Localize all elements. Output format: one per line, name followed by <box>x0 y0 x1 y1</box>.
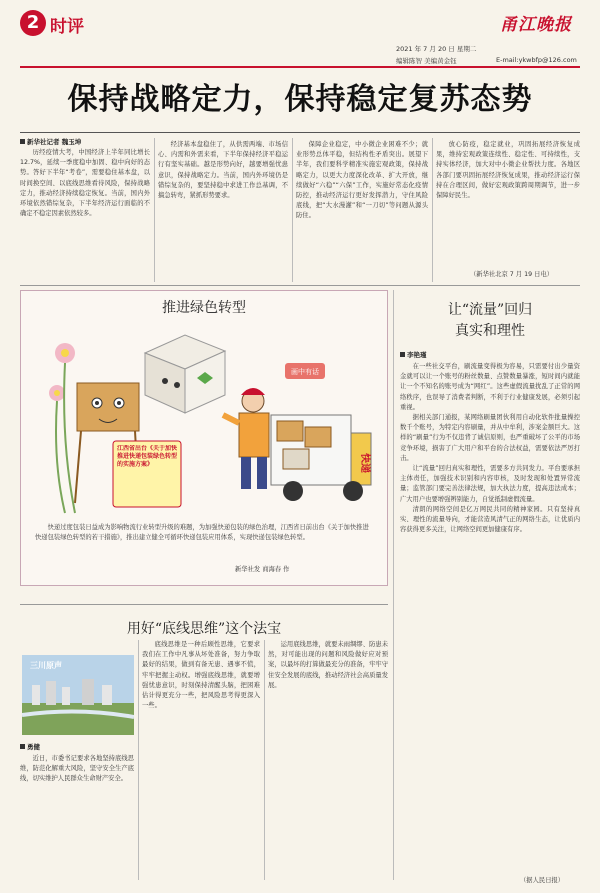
flow-byline: 李艳瑾 <box>400 350 427 359</box>
column-divider <box>264 640 265 880</box>
section-rule <box>20 285 580 286</box>
lead-column-2: 经济基本盘稳住了，从供需两端、市场信心、内需和外需来看，下半年保持经济平稳运行有坚实基础。越是形势向好，越要增强忧患意识，保持战略定力。当前，国内外环境仍是错综复杂的，要坚持稳中求进工作总基调，不搞急转弯，紧抓形势要求。 <box>158 141 288 200</box>
flower-icon <box>49 343 75 401</box>
courier-figure-icon <box>223 388 269 489</box>
green-credit: 新华社发 商海春 作 <box>235 566 290 573</box>
column-divider <box>393 290 394 880</box>
masthead-logo: 甬江晚报 <box>500 15 572 35</box>
cartoon-illustration <box>35 323 373 517</box>
truck-label: 快递 <box>359 453 370 473</box>
flow-credit: （据人民日报） <box>520 877 565 884</box>
headline: 保持战略定力，保持稳定复苏态势 <box>67 82 533 117</box>
bottom-column-2: 底线思维是一种后顾性思维，它要求我们在工作中凡事从坏处准备，努力争取最好的结果，做到有备无患、遇事不慌，牢牢把握主动权。增强底线思维，就要增强忧患意识，时刻保持清醒头脑，把困难估计得更充分一些，把风险思考得更深入一些。 <box>142 641 260 710</box>
package-icon <box>145 335 225 413</box>
byline-square-icon <box>20 744 25 749</box>
byline-square-icon <box>400 352 405 357</box>
column-divider <box>138 640 139 880</box>
photo-caption: 三川原声 <box>30 660 62 670</box>
green-title: 推进绿色转型 <box>162 300 246 316</box>
page-number-badge: 2 <box>20 10 46 36</box>
lead-byline: 新华社记者 魏玉坤 <box>20 137 81 146</box>
lead-column-1: 历经疫情大考，中国经济上半年同比增长 12.7%，延续一季度稳中加固、稳中向好的态势。答好下半年“考卷”，需要稳住基本盘，以时间换空间、以底线思维看待风险，保持战略定力，推动经济持续稳定恢复。当前，国内外环境依然错综复杂，下半年经济运行面临的不确定不稳定因素依然较多。 <box>20 149 150 218</box>
column-divider <box>154 138 155 282</box>
bottom-column-3: 运用底线思维，就要未雨绸缪、防患未然，对可能出现的问题和风险做好应对预案，以最坏的打算做最充分的准备，牢牢守住安全发展的底线，推动经济社会高质量发展。 <box>268 641 388 689</box>
flow-body: 在一些社交平台，刷流量变得极为容易，只需要付出少量资金就可以让一个账号的粉丝数量、点赞数量暴涨，短时间内就能让一个不知名的账号成为“网红”。这些虚假流量扰乱了正常的网络秩序，也误导了消费者判断，不利于行业健康发展，必须引起重视。 据相关部门通报，某网络刷量团伙利用自动化软件批量操控数千个账号，为特定内容刷量，并从中牟利，涉案金额巨大。这样的“刷量”行为不仅违背了诚信原则，也严重破坏了公平的市场竞争环境，损害了广大用户和平台的合法权益，需要依法严厉打击。 让“流量”回归真实和理性，需要多方共同发力。平台要承担主体责任，加强技术识别和内容审核，及时发现和处置异常流量；监管部门要完善法律法规，加大执法力度，提高违法成本；广大用户也要增强辨别能力，自觉抵制虚假流量。 清朗的网络空间是亿万网民共同的精神家园。只有坚持真实、理性的流量导向，才能营造风清气正的网络生态，让优质内容获得更多关注，让网络空间更加健康有序。 <box>400 363 580 534</box>
column-divider <box>432 138 433 282</box>
bottom-title: 用好“底线思维”这个法宝 <box>126 621 282 637</box>
bottom-column-1: 近日，市委书记要求各地坚持底线思维，防范化解重大风险，坚守安全生产底线，切实维护人民群众生命财产安全。 <box>20 755 134 783</box>
sign-text: 江西省出台《关于加快推进快递包装绿色转型的实施方案》 <box>117 445 177 468</box>
section-label: 时评 <box>50 17 84 37</box>
lead-column-3: 保障企业稳定，中小微企业困难不少；就业形势总体平稳，但结构性矛盾突出。展望下半年，我们要科学精准实施宏观政策，保持战略定力，以更大力度深化改革、扩大开放，继续做好“六稳”“六保”工作，实施好常态化疫情防控，推动经济运行更好发挥潜力，守住风险底线，把“大水漫灌”和“一刀切”等问题从源头防住。 <box>296 141 428 220</box>
delivery-truck-icon <box>271 415 371 501</box>
green-caption: 快递过度包装日益成为影响物流行业转型升级的难题，为加强快递包装的绿色治理，江西省日前出台《关于加快推进快递包装绿色转型的若干措施》，推出建立健全可循环快递包装应用体系，实现快递包装绿色转型。 <box>35 524 369 541</box>
byline-square-icon <box>20 139 25 144</box>
bottom-byline: 勇健 <box>20 742 40 751</box>
column-divider <box>292 138 293 282</box>
date-line: 2021 年 7 月 20 日 星期二 <box>396 45 477 53</box>
editors-line: 编辑陈智 美编黄金钰 <box>396 57 457 65</box>
lead-dateline: （新华社北京 7 月 19 日电） <box>470 271 553 278</box>
section-rule <box>20 604 388 605</box>
flow-title: 让“流量”回归 真实和理性 <box>447 302 533 339</box>
lead-column-4: 放心防疫，稳定就业，巩固拓展经济恢复成果，维持宏观政策连续性、稳定性、可持续性，支持实体经济，加大对中小微企业帮扶力度。各地区各部门要巩固拓展经济恢复成果，推动经济运行保持在合理区间，做好宏观政策跨周期调节，进一步保障好民生。 <box>436 141 580 200</box>
header-rule <box>20 66 580 68</box>
headline-rule <box>20 132 580 133</box>
green-transformation-box <box>20 290 388 586</box>
email-line: E-mail:ykwbfp@126.com <box>496 56 577 64</box>
cartoon-tag: 画中有话 <box>291 368 319 376</box>
